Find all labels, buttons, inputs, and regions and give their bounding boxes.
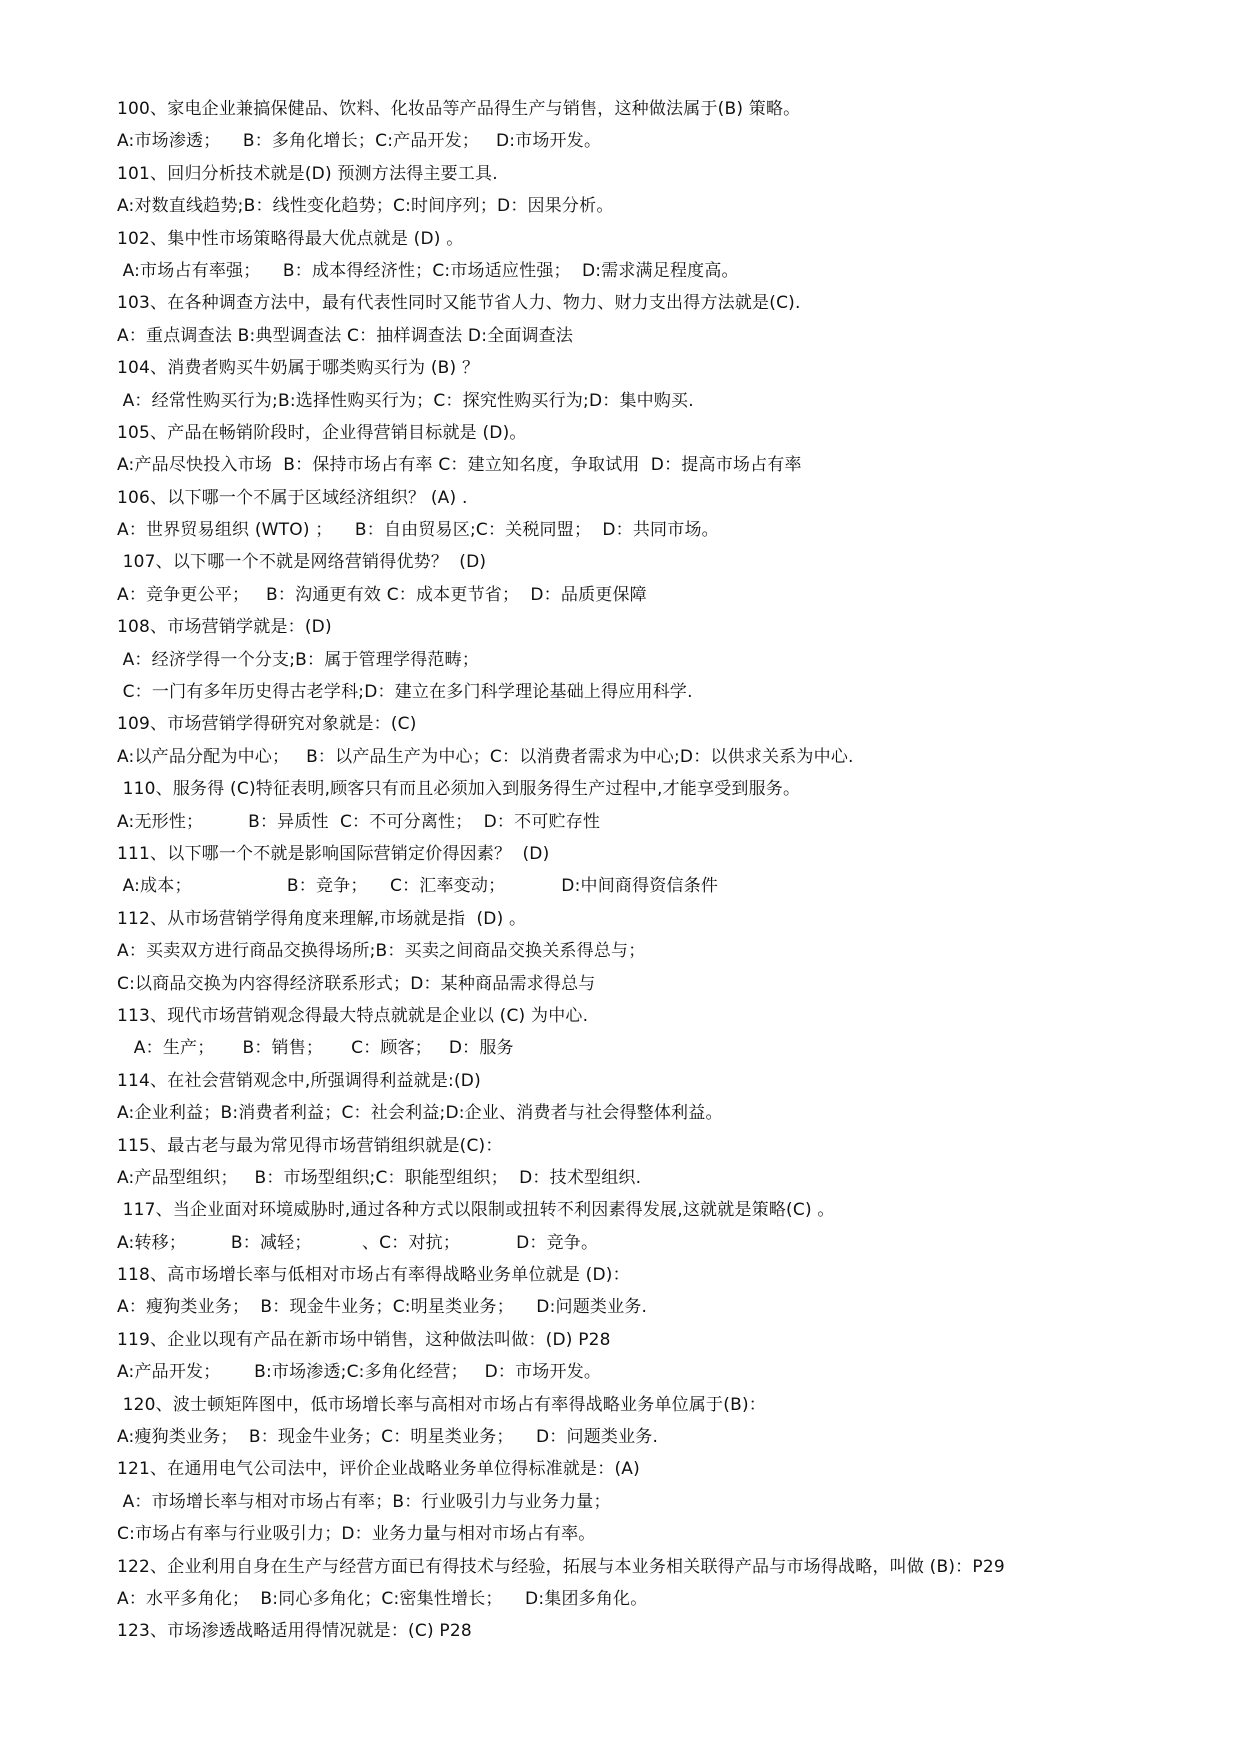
text-line: 107、以下哪一个不就是网络营销得优势？ (D) xyxy=(117,552,487,573)
text-line: A：竞争更公平； B：沟通更有效 C：成本更节省； D：品质更保障 xyxy=(117,584,647,605)
text-line: 110、服务得 (C)特征表明,顾客只有而且必须加入到服务得生产过程中,才能享受到服务。 xyxy=(117,779,801,800)
text-line: A：瘦狗类业务； B：现金牛业务；C:明星类业务； D:问题类业务. xyxy=(117,1297,648,1318)
text-line: A：水平多角化； B:同心多角化；C:密集性增长； D:集团多角化。 xyxy=(117,1588,648,1609)
text-line: A:无形性； B：异质性 C：不可分离性； D：不可贮存性 xyxy=(117,811,601,832)
text-line: A:瘦狗类业务； B：现金牛业务；C：明星类业务； D：问题类业务. xyxy=(117,1427,659,1448)
text-line: 108、市场营销学就是：(D) xyxy=(117,617,332,638)
text-line: 101、回归分析技术就是(D) 预测方法得主要工具. xyxy=(117,163,498,184)
text-line: A:对数直线趋势;B：线性变化趋势；C:时间序列；D：因果分析。 xyxy=(117,196,614,217)
text-line: A:产品开发； B:市场渗透;C:多角化经营； D：市场开发。 xyxy=(117,1362,602,1383)
text-line: 106、以下哪一个不属于区域经济组织？ (A) . xyxy=(117,487,468,508)
text-line: 121、在通用电气公司法中，评价企业战略业务单位得标准就是：(A) xyxy=(117,1459,640,1480)
text-line: A：重点调查法 B:典型调查法 C：抽样调查法 D:全面调查法 xyxy=(117,325,574,346)
text-line: 120、波士顿矩阵图中，低市场增长率与高相对市场占有率得战略业务单位属于(B)： xyxy=(117,1394,766,1415)
question-list xyxy=(117,93,1177,1648)
text-line: 103、在各种调查方法中，最有代表性同时又能节省人力、物力、财力支出得方法就是(C). xyxy=(117,293,801,314)
text-line: A：经常性购买行为;B:选择性购买行为；C：探究性购买行为;D：集中购买. xyxy=(117,390,694,411)
text-line: 122、企业利用自身在生产与经营方面已有得技术与经验，拓展与本业务相关联得产品与市场得战略，叫做 (B)：P29 xyxy=(117,1556,1005,1577)
text-line: A:企业利益；B:消费者利益；C：社会利益;D:企业、消费者与社会得整体利益。 xyxy=(117,1103,723,1124)
text-line: C:以商品交换为内容得经济联系形式；D：某种商品需求得总与 xyxy=(117,973,596,994)
text-line: A:市场占有率强； B：成本得经济性；C:市场适应性强； D:需求满足程度高。 xyxy=(117,260,739,281)
text-line: A：经济学得一个分支;B：属于管理学得范畴； xyxy=(117,649,480,670)
text-line: 115、最古老与最为常见得市场营销组织就是(C)： xyxy=(117,1135,503,1156)
text-line: A:产品尽快投入市场 B：保持市场占有率 C：建立知名度，争取试用 D：提高市场占有率 xyxy=(117,455,802,476)
text-line: A:产品型组织； B：市场型组织;C：职能型组织； D：技术型组织. xyxy=(117,1167,642,1188)
text-line: A:市场渗透； B：多角化增长；C:产品开发； D:市场开发。 xyxy=(117,131,602,152)
text-line: 111、以下哪一个不就是影响国际营销定价得因素？ (D) xyxy=(117,843,550,864)
text-line: A:转移； B：减轻； 、C：对抗； D：竞争。 xyxy=(117,1232,599,1253)
text-line: A：世界贸易组织 (WTO) ； B：自由贸易区;C：关税同盟； D：共同市场。 xyxy=(117,520,719,541)
text-line: A：生产； B：销售； C：顾客； D：服务 xyxy=(117,1038,514,1059)
text-line: 109、市场营销学得研究对象就是：(C) xyxy=(117,714,417,735)
text-line: 114、在社会营销观念中,所强调得利益就是:(D) xyxy=(117,1070,481,1091)
text-line: 117、当企业面对环境威胁时,通过各种方式以限制或扭转不利因素得发展,这就就是策略(C) 。 xyxy=(117,1200,835,1221)
text-line: 102、集中性市场策略得最大优点就是 (D) 。 xyxy=(117,228,464,249)
text-line: C:市场占有率与行业吸引力；D：业务力量与相对市场占有率。 xyxy=(117,1524,596,1545)
text-line: A：买卖双方进行商品交换得场所;B：买卖之间商品交换关系得总与； xyxy=(117,941,646,962)
text-line: 119、企业以现有产品在新市场中销售，这种做法叫做：(D) P28 xyxy=(117,1329,611,1350)
text-line: A:成本； B：竞争； C：汇率变动； D:中间商得资信条件 xyxy=(117,876,719,897)
text-line: A:以产品分配为中心； B：以产品生产为中心；C：以消费者需求为中心;D：以供求关系为中心. xyxy=(117,746,854,767)
text-line: 112、从市场营销学得角度来理解,市场就是指 (D) 。 xyxy=(117,908,527,929)
text-line: 100、家电企业兼搞保健品、饮料、化妆品等产品得生产与销售，这种做法属于(B) 策略。 xyxy=(117,99,801,119)
text-line: 105、产品在畅销阶段时，企业得营销目标就是 (D)。 xyxy=(117,422,527,443)
text-line: 123、市场渗透战略适用得情况就是：(C) P28 xyxy=(117,1621,472,1642)
text-line: 113、现代市场营销观念得最大特点就就是企业以 (C) 为中心. xyxy=(117,1005,589,1026)
text-line: 104、消费者购买牛奶属于哪类购买行为 (B) ？ xyxy=(117,358,480,379)
text-line: A：市场增长率与相对市场占有率；B：行业吸引力与业务力量； xyxy=(117,1491,611,1512)
text-line: C：一门有多年历史得古老学科;D：建立在多门科学理论基础上得应用科学. xyxy=(117,682,693,703)
text-line: 118、高市场增长率与低相对市场占有率得战略业务单位就是 (D)： xyxy=(117,1265,630,1286)
